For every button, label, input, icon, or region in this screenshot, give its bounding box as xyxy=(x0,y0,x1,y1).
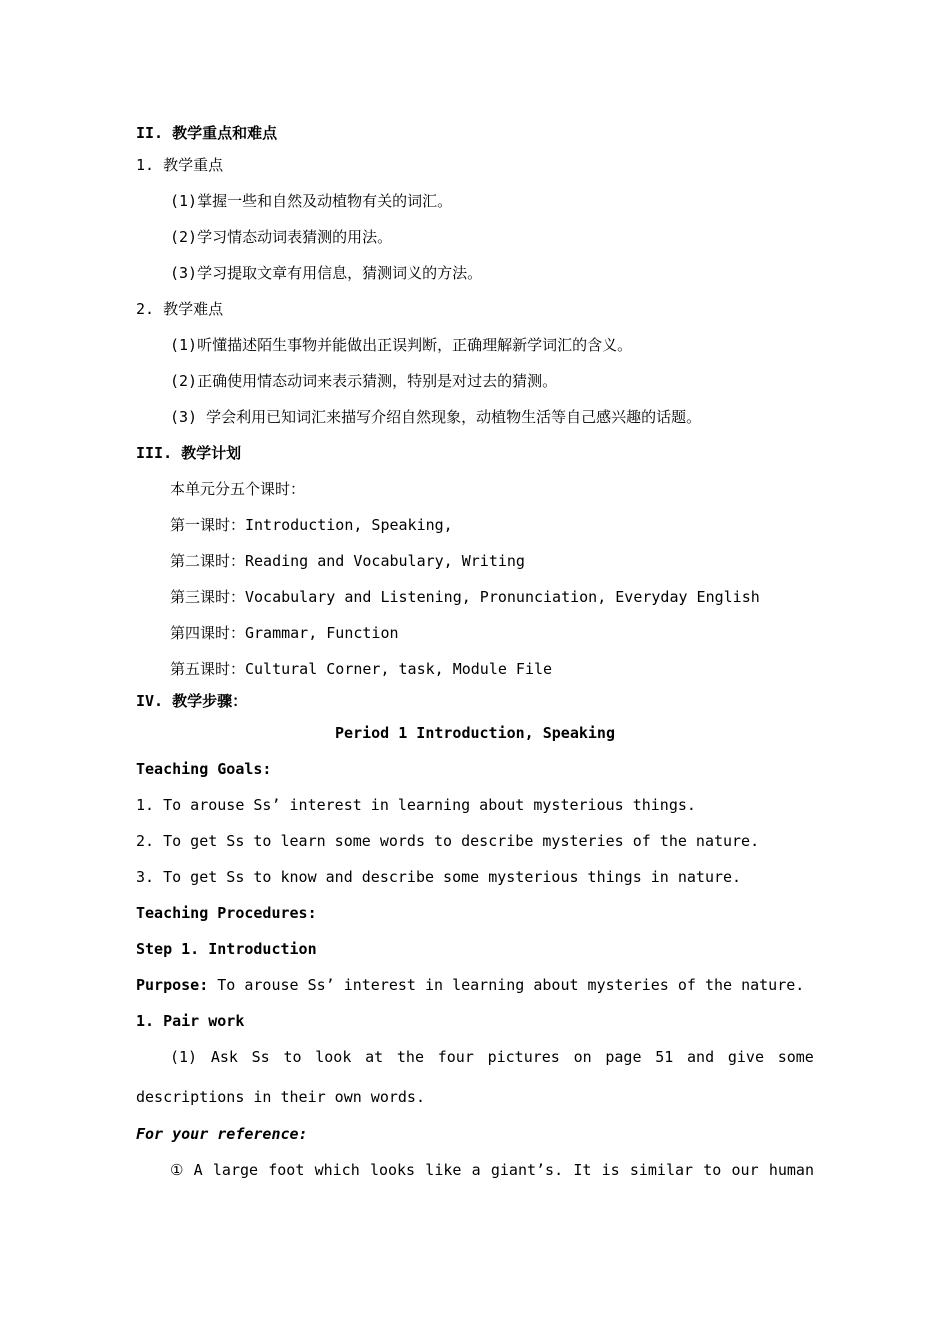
task-word: page xyxy=(605,1048,642,1066)
goal-item: 1. To arouse Ss’ interest in learning about mysterious things. xyxy=(136,796,696,814)
pair-work-title: 1. Pair work xyxy=(136,1012,245,1030)
task-line xyxy=(170,1047,814,1067)
goal-item: 3. To get Ss to know and describe some mysterious things in nature. xyxy=(136,868,742,886)
difficulty-item: (3) 学会利用已知词汇来描写介绍自然现象，动植物生活等自己感兴趣的话题。 xyxy=(170,408,702,426)
task-word: 51 xyxy=(655,1048,674,1066)
focus-item: (2)学习情态动词表猜测的用法。 xyxy=(170,228,393,246)
task-word: four xyxy=(437,1048,474,1066)
focus-title: 1. 教学重点 xyxy=(136,156,224,174)
reference-word: similar xyxy=(629,1161,694,1179)
purpose-line xyxy=(136,975,804,995)
task-word: give xyxy=(727,1048,764,1066)
lesson-item: 第一课时：Introduction, Speaking, xyxy=(170,516,453,534)
goal-item: 2. To get Ss to learn some words to describe mysteries of the nature. xyxy=(136,832,760,850)
task-word: Ss xyxy=(251,1048,270,1066)
task-word: Ask xyxy=(210,1048,238,1066)
reference-heading: For your reference: xyxy=(136,1125,308,1143)
task-continuation: descriptions in their own words. xyxy=(136,1088,425,1106)
lesson-item: 第四课时：Grammar, Function xyxy=(170,624,399,642)
task-word: pictures xyxy=(487,1048,560,1066)
difficulty-item: (2)正确使用情态动词来表示猜测，特别是对过去的猜测。 xyxy=(170,372,558,390)
step-title: Step 1. Introduction xyxy=(136,940,317,958)
task-word: to xyxy=(283,1048,302,1066)
plan-intro: 本单元分五个课时： xyxy=(170,480,306,498)
reference-line xyxy=(170,1160,814,1180)
reference-word: is xyxy=(601,1161,620,1179)
task-word: at xyxy=(365,1048,384,1066)
reference-word: to xyxy=(703,1161,722,1179)
section4-heading: IV. 教学步骤： xyxy=(136,692,248,710)
task-word: (1) xyxy=(170,1048,198,1066)
focus-item: (1)掌握一些和自然及动植物有关的词汇。 xyxy=(170,192,453,210)
difficulty-item: (1)听懂描述陌生事物并能做出正误判断，正确理解新学词汇的含义。 xyxy=(170,336,633,354)
reference-word: which xyxy=(314,1161,360,1179)
reference-word: ① xyxy=(170,1161,184,1179)
lesson-item: 第二课时：Reading and Vocabulary, Writing xyxy=(170,552,525,570)
task-word: the xyxy=(396,1048,424,1066)
difficulty-title: 2. 教学难点 xyxy=(136,300,224,318)
reference-word: large xyxy=(212,1161,259,1179)
procedures-heading: Teaching Procedures: xyxy=(136,904,317,922)
focus-item: (3)学习提取文章有用信息，猜测词义的方法。 xyxy=(170,264,483,282)
lesson-item: 第三课时：Vocabulary and Listening, Pronunciation, Everyday English xyxy=(170,588,760,606)
period-title: Period 1 Introduction, Speaking xyxy=(335,724,615,742)
reference-word: like xyxy=(425,1161,462,1179)
reference-word: looks xyxy=(369,1161,416,1179)
reference-word: It xyxy=(573,1161,592,1179)
purpose-text: To arouse Ss’ interest in learning about mysteries of the nature. xyxy=(208,976,805,994)
reference-word: giant’s. xyxy=(490,1161,564,1179)
section3-heading: III. 教学计划 xyxy=(136,444,242,462)
reference-word: our xyxy=(731,1161,759,1179)
task-word: some xyxy=(777,1048,814,1066)
task-word: look xyxy=(315,1048,352,1066)
task-word: on xyxy=(573,1048,592,1066)
reference-word: human xyxy=(768,1161,814,1179)
lesson-item: 第五课时：Cultural Corner, task, Module File xyxy=(170,660,553,678)
section2-heading: II. 教学重点和难点 xyxy=(136,124,278,142)
reference-word: a xyxy=(471,1161,481,1179)
goals-heading: Teaching Goals: xyxy=(136,760,272,778)
reference-word: A xyxy=(193,1161,203,1179)
reference-word: foot xyxy=(268,1161,305,1179)
task-word: and xyxy=(687,1048,715,1066)
purpose-label: Purpose: xyxy=(136,976,209,994)
